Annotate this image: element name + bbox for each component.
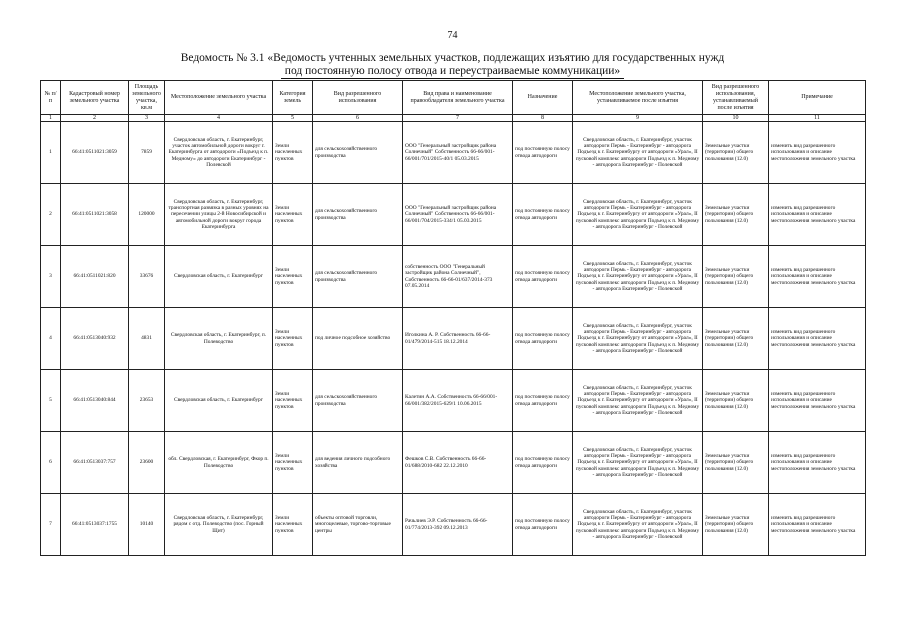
row-new-use: Земельные участки (территории) общего пользования (12.0) [703,370,769,432]
row-area: 23600 [129,432,165,494]
row-location: обл. Свердловская, г. Екатеринбург, Фкор п. Полеводство [165,432,273,494]
document-title-line-1: Ведомость № 3.1 «Ведомость учтенных земельных участков, подлежащих изъятию для государственных нужд [180,52,725,64]
column-number: 4 [165,115,273,122]
row-location: Свердловская область, г. Екатеринбург [165,246,273,308]
column-number: 1 [41,115,61,122]
row-area: 10140 [129,494,165,556]
header-area: Площадь земельного участка, кв.м [129,81,165,115]
row-new-location: Свердловская область, г. Екатеринбург, участок автодороги Пермь - Екатеринбург - автодорога Подъезд к г. Екатеринбургу от автодороги «Урал», II пусковой комплекс автодороги Подъезд к п. Медному - автодорога Екатеринбург - Полевской [573,184,703,246]
header-new-use: Вид разрешенного использования, устанавливаемый после изъятия [703,81,769,115]
row-area: 120000 [129,184,165,246]
row-note: изменить вид разрешенного использования и описание местоположения земельного участка [769,432,866,494]
row-right: ООО "Генеральный застройщик района Солнечный" Собственность 66-66/001-66/001/701/2015-40/1 05.03.2015 [403,122,513,184]
header-row [41,81,866,115]
row-use: под личное подсобное хозяйство [313,308,403,370]
row-new-use: Земельные участки (территории) общего пользования (12.0) [703,246,769,308]
table-row [41,246,866,308]
page-number: 74 [447,30,458,41]
row-category: Земли населенных пунктов [273,432,313,494]
header-new-location: Местоположение земельного участка, устанавливаемое после изъятия [573,81,703,115]
row-cadastral: 66:41:0511021:3059 [61,122,129,184]
row-note: изменить вид разрешенного использования и описание местоположения земельного участка [769,122,866,184]
row-new-location: Свердловская область, г. Екатеринбург, участок автодороги Пермь - Екатеринбург - автодорога Подъезд к г. Екатеринбургу от автодороги «Урал», II пусковой комплекс автодороги Подъезд к п. Медному - автодорога Екатеринбург - Полевской [573,246,703,308]
row-use: для сельскохозяйственного производства [313,370,403,432]
row-use: объекты оптовой торговли, многоцелевые, торгово-торговые центры [313,494,403,556]
header-right: Вид права и наименование правообладателя земельного участка [403,81,513,115]
row-new-use: Земельные участки (территории) общего пользования (12.0) [703,184,769,246]
row-category: Земли населенных пунктов [273,246,313,308]
column-number: 3 [129,115,165,122]
row-new-use: Земельные участки (территории) общего пользования (12.0) [703,122,769,184]
row-purpose: под постоянную полосу отвода автодороги [513,308,573,370]
row-cadastral: 66:41:0511021:3058 [61,184,129,246]
row-new-use: Земельные участки (территории) общего пользования (12.0) [703,432,769,494]
row-purpose: под постоянную полосу отвода автодороги [513,246,573,308]
row-purpose: под постоянную полосу отвода автодороги [513,494,573,556]
row-num: 4 [41,308,61,370]
row-location: Свердловская область, г. Екатеринбург, рядом с отд. Полеводство (пос. Горный Щит) [165,494,273,556]
row-right: собственность ООО "Генеральный застройщик района Солнечный", Собственность 66-66-01/637/2014-373 07.05.2014 [403,246,513,308]
row-cadastral: 66:41:0511021:820 [61,246,129,308]
row-new-use: Земельные участки (территории) общего пользования (12.0) [703,494,769,556]
row-category: Земли населенных пунктов [273,370,313,432]
row-category: Земли населенных пунктов [273,184,313,246]
row-location: Свердловская область, г. Екатеринбург, транспортная развязка в разных уровнях на пересечении улицы 2-й Новосибирской и автомобильной дороги вокруг города Екатеринбурга [165,184,273,246]
column-number: 7 [403,115,513,122]
row-location: Свердловская область, г. Екатеринбург, п. Полеводство [165,308,273,370]
header-category: Категория земель [273,81,313,115]
row-category: Земли населенных пунктов [273,494,313,556]
document-title [40,52,865,79]
row-right: Калетин А.А. Собственность 66-66/001-66/001/382/2015-629/1 10.06.2015 [403,370,513,432]
row-right: ООО "Генеральный застройщик района Солнечный" Собственность 66-66/001-66/001/704/2015-334/1 05.03.2015 [403,184,513,246]
document-title-line-2: под постоянную полосу отвода и переустраиваемые коммуникации» [281,65,624,79]
row-new-use: Земельные участки (территории) общего пользования (12.0) [703,308,769,370]
row-new-location: Свердловская область, г. Екатеринбург, участок автодороги Пермь - Екатеринбург - автодорога Подъезд к г. Екатеринбургу от автодороги «Урал», II пусковой комплекс автодороги Подъезд к п. Медному - автодорога Екатеринбург - Полевской [573,432,703,494]
row-num: 1 [41,122,61,184]
row-area: 4831 [129,308,165,370]
column-number: 9 [573,115,703,122]
header-location: Местоположение земельного участка [165,81,273,115]
row-cadastral: 66:41:0513040:932 [61,308,129,370]
row-num: 7 [41,494,61,556]
column-number: 2 [61,115,129,122]
column-number: 6 [313,115,403,122]
row-area: 33676 [129,246,165,308]
row-use: для сельскохозяйственного производства [313,184,403,246]
row-note: изменить вид разрешенного использования и описание местоположения земельного участка [769,184,866,246]
row-note: изменить вид разрешенного использования и описание местоположения земельного участка [769,308,866,370]
row-cadastral: 66:41:0513040:844 [61,370,129,432]
row-note: изменить вид разрешенного использования и описание местоположения земельного участка [769,494,866,556]
row-new-location: Свердловская область, г. Екатеринбург, участок автодороги Пермь - Екатеринбург - автодорога Подъезд к г. Екатеринбургу от автодороги «Урал», II пусковой комплекс автодороги Подъезд к п. Медному - автодорога Екатеринбург - Полевской [573,494,703,556]
row-use: для сельскохозяйственного производства [313,122,403,184]
header-purpose: Назначение [513,81,573,115]
row-purpose: под постоянную полосу отвода автодороги [513,122,573,184]
row-location: Свердловская область, г. Екатеринбург [165,370,273,432]
table-row [41,370,866,432]
row-right: Фешков С.В. Собственность 66-66-01/688/2010-682 22.12.2010 [403,432,513,494]
column-number-row [41,115,866,122]
row-num: 5 [41,370,61,432]
row-area: 7859 [129,122,165,184]
column-number: 10 [703,115,769,122]
row-right: Рачьлиев Э.Р. Собственность 66-66-01/774/2013-392 09.12.2013 [403,494,513,556]
row-new-location: Свердловская область, г. Екатеринбург, участок автодороги Пермь - Екатеринбург - автодорога Подъезд к г. Екатеринбургу от автодороги «Урал», II пусковой комплекс автодороги Подъезд к п. Медному - автодорога Екатеринбург - Полевской [573,370,703,432]
row-right: Иголкина А. Р. Собственность 66-66-01/479/2014-515 18.12.2014 [403,308,513,370]
row-category: Земли населенных пунктов [273,308,313,370]
row-category: Земли населенных пунктов [273,122,313,184]
header-use: Вид разрешенного использования [313,81,403,115]
table-row [41,184,866,246]
row-use: для сельскохозяйственного производства [313,246,403,308]
row-location: Свердловская область, г. Екатеринбург, участок автомобильной дороги вокруг г. Екатеринбурга от автодороги «Подъезд к п. Медному» до автодороги Екатеринбург - Полевской [165,122,273,184]
column-number: 8 [513,115,573,122]
header-cadastral: Кадастровый номер земельного участка [61,81,129,115]
row-num: 2 [41,184,61,246]
header-note: Примечание [769,81,866,115]
column-number: 11 [769,115,866,122]
row-note: изменить вид разрешенного использования и описание местоположения земельного участка [769,246,866,308]
row-note: изменить вид разрешенного использования и описание местоположения земельного участка [769,370,866,432]
column-number: 5 [273,115,313,122]
row-cadastral: 66:41:0513037:1755 [61,494,129,556]
land-parcels-table [40,80,866,556]
table-row [41,308,866,370]
row-num: 6 [41,432,61,494]
row-new-location: Свердловская область, г. Екатеринбург, участок автодороги Пермь - Екатеринбург - автодорога Подъезд к г. Екатеринбургу от автодороги «Урал», II пусковой комплекс автодороги Подъезд к п. Медному - автодорога Екатеринбург - Полевской [573,122,703,184]
row-purpose: под постоянную полосу отвода автодороги [513,184,573,246]
row-purpose: под постоянную полосу отвода автодороги [513,432,573,494]
row-purpose: под постоянную полосу отвода автодороги [513,370,573,432]
table-row [41,494,866,556]
row-num: 3 [41,246,61,308]
table-row [41,432,866,494]
row-cadastral: 66:41:0513037:757 [61,432,129,494]
row-use: для ведения личного подсобного хозяйства [313,432,403,494]
row-area: 23653 [129,370,165,432]
row-new-location: Свердловская область, г. Екатеринбург, участок автодороги Пермь - Екатеринбург - автодорога Подъезд к г. Екатеринбургу от автодороги «Урал», II пусковой комплекс автодороги Подъезд к п. Медному - автодорога Екатеринбург - Полевской [573,308,703,370]
header-num: № п/п [41,81,61,115]
table-row [41,122,866,184]
